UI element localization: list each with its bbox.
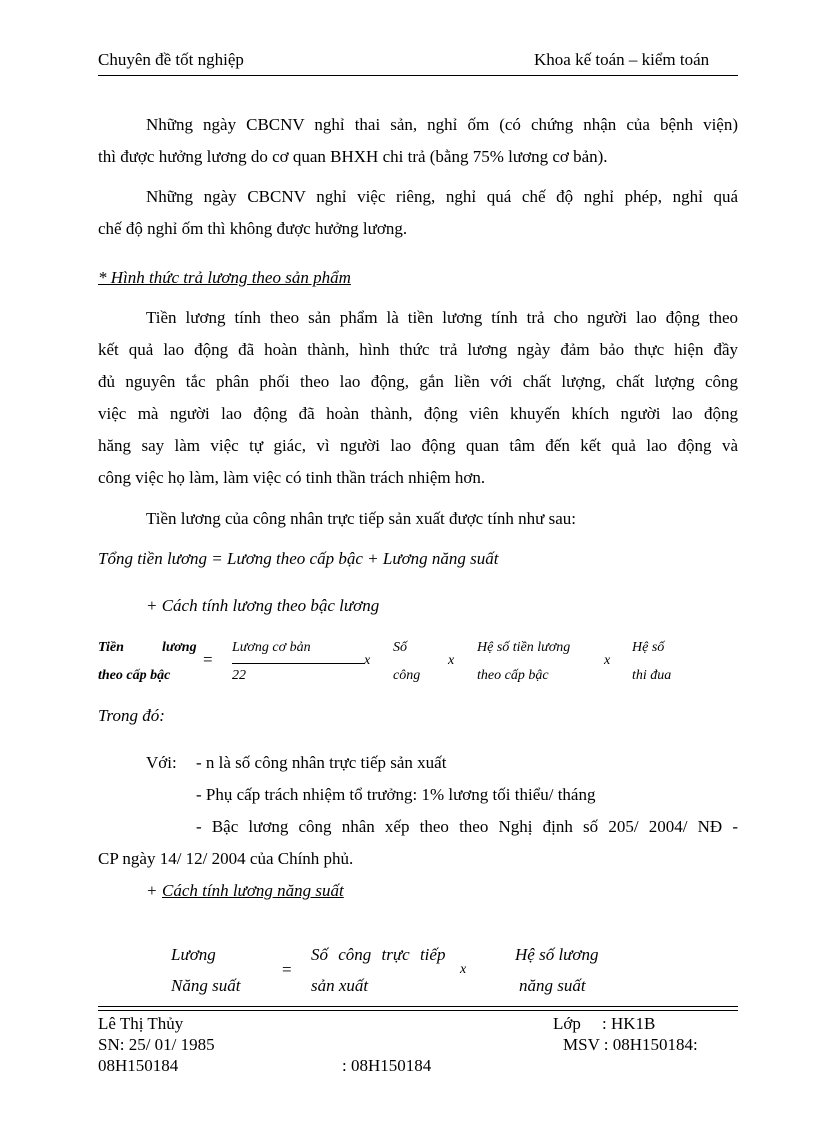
footer-class-value: : HK1B <box>602 1014 656 1033</box>
f1-term2-line2: công <box>393 668 421 683</box>
footer-student-id: MSV : 08H150184: <box>563 1035 698 1054</box>
subheading-grade-salary: + Cách tính lương theo bậc lương <box>146 596 380 615</box>
para3-line1: Tiền lương tính theo sản phẩm là tiền lương tính trả cho người lao động theo <box>146 308 738 327</box>
footer-code-2: : 08H150184 <box>342 1056 432 1075</box>
f1-denominator: 22 <box>232 668 246 683</box>
para2-line2: chế độ nghỉ ốm thì không được hưởng lương. <box>98 219 408 238</box>
para4: Tiền lương của công nhân trực tiếp sản xuất được tính như sau: <box>146 509 577 528</box>
para1-line1: Những ngày CBCNV nghỉ thai sản, nghỉ ốm (có chứng nhận của bệnh viện) <box>146 115 738 134</box>
f1-times-2: x <box>448 653 455 668</box>
f2-term1-line2: sản xuất <box>311 976 369 995</box>
para3-line4: việc mà người lao động đã hoàn thành, động viên khuyến khích người lao động <box>98 404 738 423</box>
f1-term3-line2: theo cấp bậc <box>477 668 549 683</box>
header-title-right: Khoa kế toán – kiểm toán <box>534 50 710 69</box>
header-rule <box>98 75 738 76</box>
footer-rule <box>98 1006 738 1011</box>
para3-line2: kết quả lao động đã hoàn thành, hình thức trả lương ngày đảm bảo thực hiện đầy <box>98 340 738 359</box>
footer-dob: SN: 25/ 01/ 1985 <box>98 1035 215 1054</box>
f2-term1-line1: Số công trực tiếp <box>311 945 446 964</box>
para3-line3: đủ nguyên tắc phân phối theo lao động, gắn liền với chất lượng, chất lượng công <box>98 372 738 391</box>
formula-total: Tổng tiền lương = Lương theo cấp bậc + Lương năng suất <box>98 549 499 568</box>
f1-fraction-bar <box>232 663 364 664</box>
f1-term2-line1: Số <box>393 640 407 655</box>
footer-class-label: Lớp <box>553 1014 581 1033</box>
section-title: * Hình thức trả lương theo sản phẩm <box>98 268 351 287</box>
header-title-left: Chuyên đề tốt nghiệp <box>98 50 244 69</box>
note-item-2: - Phụ cấp trách nhiệm tổ trưởng: 1% lương tối thiểu/ tháng <box>196 785 596 804</box>
f1-equals: = <box>203 650 213 669</box>
f2-term2-line2: năng suất <box>519 976 586 995</box>
f1-lhs-line2: theo cấp bậc <box>98 668 171 683</box>
f2-equals: = <box>282 960 292 979</box>
f1-times-3: x <box>604 653 611 668</box>
footer-author-name: Lê Thị Thủy <box>98 1014 184 1033</box>
f1-term3-line1: Hệ số tiền lương <box>477 640 571 655</box>
f1-term4-line2: thi đua <box>632 668 672 683</box>
where-label: Trong đó: <box>98 706 165 725</box>
para3-line6: công việc họ làm, làm việc có tinh thần trách nhiệm hơn. <box>98 468 486 487</box>
f2-term2-line1: Hệ số lương <box>515 945 599 964</box>
para3-line5: hăng say làm việc tự giác, vì người lao động quan tâm đến kết quả lao động và <box>98 436 738 455</box>
note-item-3-line1: - Bậc lương công nhân xếp theo theo Nghị định số 205/ 2004/ NĐ - <box>196 817 738 836</box>
note-item-1: - n là số công nhân trực tiếp sản xuất <box>196 753 447 772</box>
subheading-productivity: Cách tính lương năng suất <box>162 881 344 900</box>
para2-line1: Những ngày CBCNV nghỉ việc riêng, nghỉ quá chế độ nghỉ phép, nghỉ quá <box>146 187 738 206</box>
f2-lhs-line2: Năng suất <box>171 976 241 995</box>
note-item-3-line2: CP ngày 14/ 12/ 2004 của Chính phủ. <box>98 849 354 868</box>
f1-term4-line1: Hệ số <box>632 640 665 655</box>
footer-code-1: 08H150184 <box>98 1056 179 1075</box>
f1-lhs-line1b: lương <box>162 640 197 655</box>
f1-lhs-line1a: Tiền <box>98 640 124 655</box>
f2-times: x <box>460 962 467 977</box>
para1-line2: thì được hưởng lương do cơ quan BHXH chi trả (bằng 75% lương cơ bản). <box>98 147 608 166</box>
with-label: Với: <box>146 753 177 772</box>
f1-numerator: Lương cơ bản <box>232 640 311 655</box>
f2-lhs-line1: Lương <box>171 945 216 964</box>
f1-times-1: x <box>364 653 371 668</box>
subheading-productivity-plus: + <box>146 881 158 900</box>
